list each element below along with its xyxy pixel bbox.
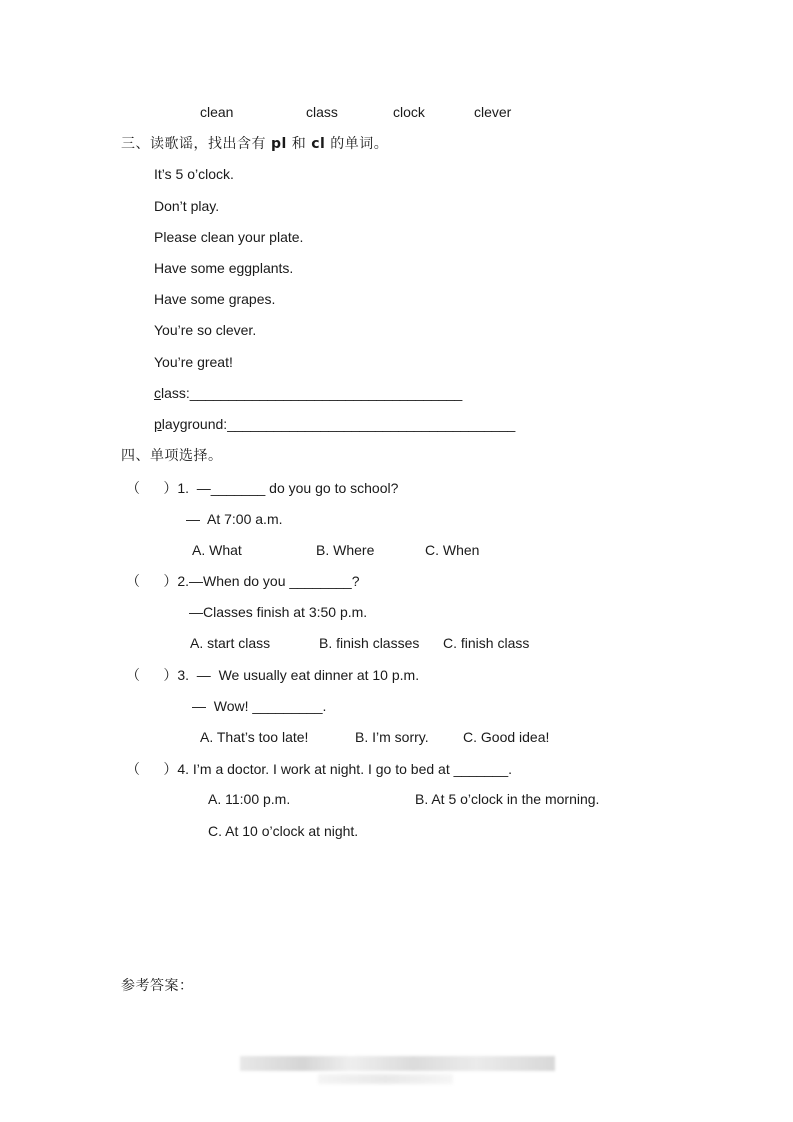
question-3-option-c[interactable]: C. Good idea! bbox=[463, 729, 550, 745]
section4-heading: 四、单项选择。 bbox=[121, 448, 223, 464]
question-2-option-a[interactable]: A. start class bbox=[190, 635, 271, 651]
section3-heading-pl: pl bbox=[270, 136, 287, 152]
playground-answer-line[interactable] bbox=[154, 415, 515, 433]
section3-heading bbox=[121, 135, 388, 153]
blurred-footer bbox=[240, 1056, 555, 1071]
question-4-option-c[interactable]: C. At 10 o’clock at night. bbox=[208, 823, 359, 839]
question-2-option-c[interactable]: C. finish class bbox=[443, 635, 530, 651]
section3-heading-prefix: 三、读歌谣，找出含有 bbox=[121, 136, 271, 152]
word-clean: clean bbox=[200, 104, 234, 120]
chant-line-3: Please clean your plate. bbox=[154, 229, 304, 245]
chant-line-6: You’re so clever. bbox=[154, 322, 257, 338]
word-clock: clock bbox=[393, 104, 425, 120]
question-1-option-b[interactable]: B. Where bbox=[316, 542, 375, 558]
chant-line-5: Have some grapes. bbox=[154, 291, 276, 307]
class-answer-line[interactable] bbox=[154, 384, 462, 402]
playground-answer-label: layground: bbox=[161, 416, 228, 432]
class-answer-label: lass: bbox=[161, 385, 190, 401]
section3-heading-cl: cl bbox=[311, 136, 326, 152]
chant-line-2: Don’t play. bbox=[154, 198, 220, 214]
question-3-option-b[interactable]: B. I’m sorry. bbox=[355, 729, 429, 745]
section3-heading-and: 和 bbox=[286, 136, 312, 152]
question-2-option-b[interactable]: B. finish classes bbox=[319, 635, 420, 651]
question-3-prompt[interactable]: （ ）3. — We usually eat dinner at 10 p.m. bbox=[126, 667, 420, 683]
question-4-option-b[interactable]: B. At 5 o’clock in the morning. bbox=[415, 791, 600, 807]
question-4-option-a[interactable]: A. 11:00 p.m. bbox=[208, 791, 291, 807]
question-2-prompt[interactable]: （ ）2.—When do you ________? bbox=[126, 573, 360, 589]
blurred-footer-sub bbox=[318, 1074, 453, 1084]
question-4-prompt[interactable]: （ ）4. I’m a doctor. I work at night. I go to bed at _______. bbox=[126, 761, 512, 777]
question-1-option-c[interactable]: C. When bbox=[425, 542, 480, 558]
chant-line-4: Have some eggplants. bbox=[154, 260, 294, 276]
answers-heading: 参考答案： bbox=[121, 978, 194, 994]
question-3-option-a[interactable]: A. That’s too late! bbox=[200, 729, 309, 745]
question-1-option-a[interactable]: A. What bbox=[192, 542, 242, 558]
word-clever: clever bbox=[474, 104, 512, 120]
playground-answer-first-letter: p bbox=[154, 416, 162, 432]
question-2-answer: —Classes finish at 3:50 p.m. bbox=[189, 604, 368, 620]
question-1-answer: — At 7:00 a.m. bbox=[186, 511, 283, 527]
section3-heading-suffix: 的单词。 bbox=[325, 136, 389, 152]
question-1-prompt[interactable]: （ ）1. —_______ do you go to school? bbox=[126, 480, 399, 496]
class-answer-first-letter: c bbox=[154, 385, 161, 401]
class-answer-blank[interactable]: ___________________________________ bbox=[189, 385, 463, 401]
chant-line-7: You’re great! bbox=[154, 354, 233, 370]
word-class: class bbox=[306, 104, 338, 120]
playground-answer-blank[interactable]: _____________________________________ bbox=[227, 416, 516, 432]
chant-line-1: It’s 5 o’clock. bbox=[154, 166, 234, 182]
question-3-answer: — Wow! _________. bbox=[192, 698, 327, 714]
